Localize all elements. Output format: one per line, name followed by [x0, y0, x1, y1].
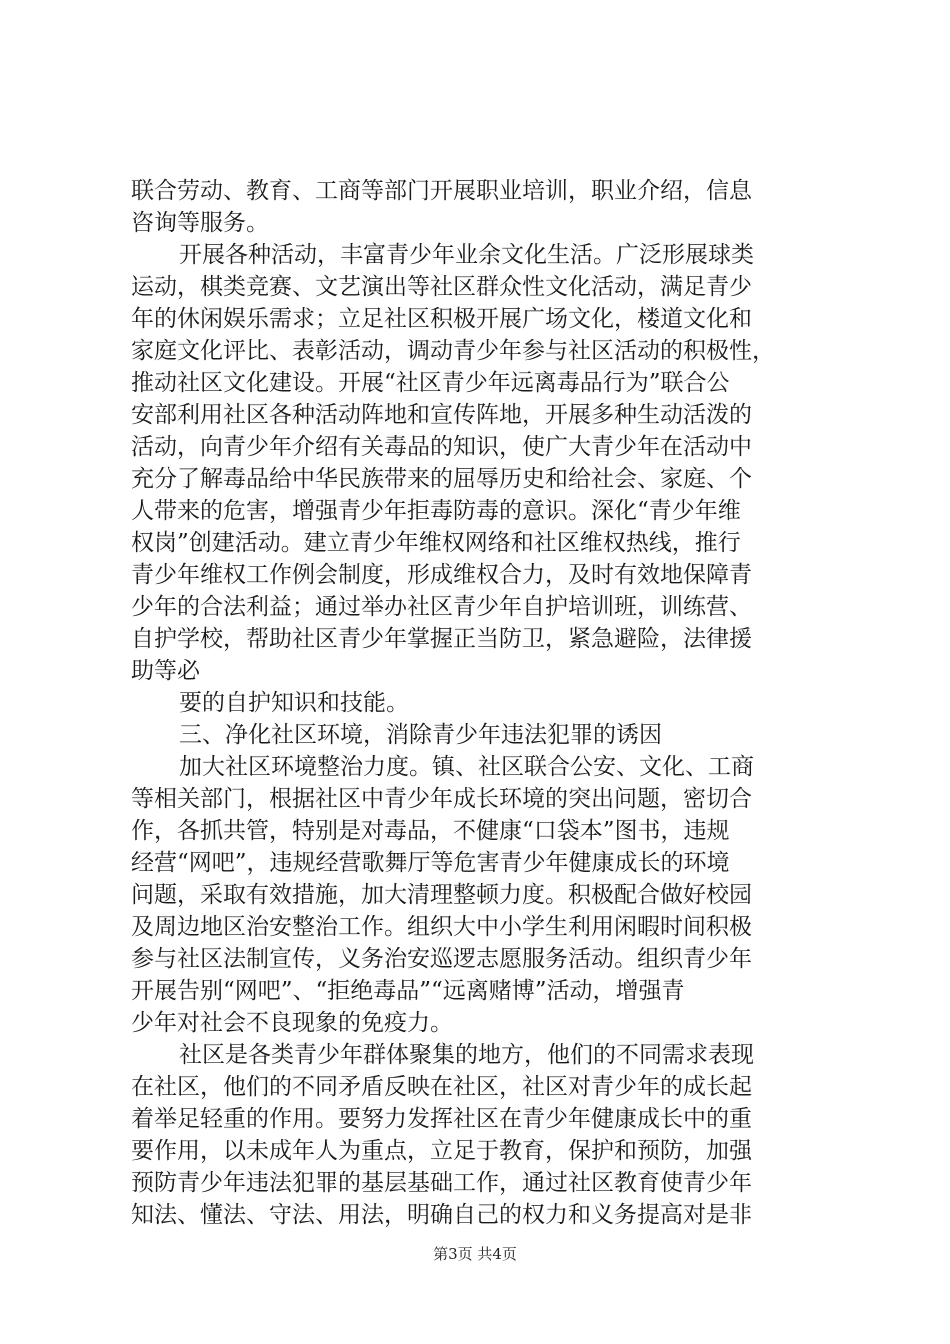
text-line: 自护学校，帮助社区青少年掌握正当防卫，紧急避险，法律援	[131, 626, 752, 652]
document-body	[131, 175, 836, 1231]
text-line: 活动，向青少年介绍有关毒品的知识，使广大青少年在活动中	[131, 434, 752, 460]
text-line: 运动，棋类竞赛、文艺演出等社区群众性文化活动，满足青少	[131, 274, 752, 300]
paragraph-start-line: 加大社区环境整治力度。镇、社区联合公安、文化、工商	[179, 754, 754, 780]
text-line: 预防青少年违法犯罪的基层基础工作，通过社区教育使青少年	[131, 1170, 752, 1196]
text-line: 人带来的危害，增强青少年拒毒防毒的意识。深化“青少年维	[131, 498, 741, 524]
text-line: 年的休闲娱乐需求；立足社区积极开展广场文化，楼道文化和	[131, 306, 752, 332]
text-line: 家庭文化评比、表彰活动，调动青少年参与社区活动的积极性，	[131, 338, 775, 364]
text-line: 及周边地区治安整治工作。组织大中小学生利用闲暇时间积极	[131, 914, 752, 940]
text-line: 要作用，以未成年人为重点，立足于教育，保护和预防，加强	[131, 1138, 752, 1164]
text-line: 推动社区文化建设。开展“社区青少年远离毒品行为”联合公	[131, 370, 730, 396]
text-line: 开展告别“网吧”、“拒绝毒品”“远离赌博”活动，增强青	[131, 978, 685, 1004]
text-line: 权岗”创建活动。建立青少年维权网络和社区维权热线，推行	[131, 530, 741, 556]
text-line: 联合劳动、教育、工商等部门开展职业培训，职业介绍，信息	[131, 178, 752, 204]
text-line: 青少年维权工作例会制度，形成维权合力，及时有效地保障青	[131, 562, 752, 588]
text-line: 少年的合法利益；通过举办社区青少年自护培训班，训练营、	[131, 594, 752, 620]
text-line: 问题，采取有效措施，加大清理整顿力度。积极配合做好校园	[131, 882, 752, 908]
text-line: 等相关部门，根据社区中青少年成长环境的突出问题，密切合	[131, 786, 752, 812]
text-line: 经营“网吧”，违规经营歌舞厅等危害青少年健康成长的环境	[131, 850, 730, 876]
text-line: 着举足轻重的作用。要努力发挥社区在青少年健康成长中的重	[131, 1106, 752, 1132]
paragraph-start-line: 社区是各类青少年群体聚集的地方，他们的不同需求表现	[179, 1042, 754, 1068]
paragraph-start-line: 开展各种活动，丰富青少年业余文化生活。广泛形展球类	[179, 242, 754, 268]
text-line: 作，各抓共管，特别是对毒品，不健康“口袋本”图书，违规	[131, 818, 730, 844]
text-line: 充分了解毒品给中华民族带来的屈辱历史和给社会、家庭、个	[131, 466, 752, 492]
text-line: 助等必	[131, 658, 200, 684]
text-line: 知法、懂法、守法、用法，明确自己的权力和义务提高对是非	[131, 1202, 752, 1228]
text-line: 参与社区法制宣传，义务治安巡逻志愿服务活动。组织青少年	[131, 946, 752, 972]
page-number-footer: 第3页 共4页	[433, 1245, 517, 1263]
section-heading: 三、净化社区环境，消除青少年违法犯罪的诱因	[179, 722, 662, 748]
text-line: 咨询等服务。	[131, 210, 269, 236]
paragraph-start-line: 要的自护知识和技能。	[179, 690, 409, 716]
text-line: 在社区，他们的不同矛盾反映在社区，社区对青少年的成长起	[131, 1074, 752, 1100]
text-line: 安部利用社区各种活动阵地和宣传阵地，开展多种生动活泼的	[131, 402, 752, 428]
text-line: 少年对社会不良现象的免疫力。	[131, 1010, 453, 1036]
